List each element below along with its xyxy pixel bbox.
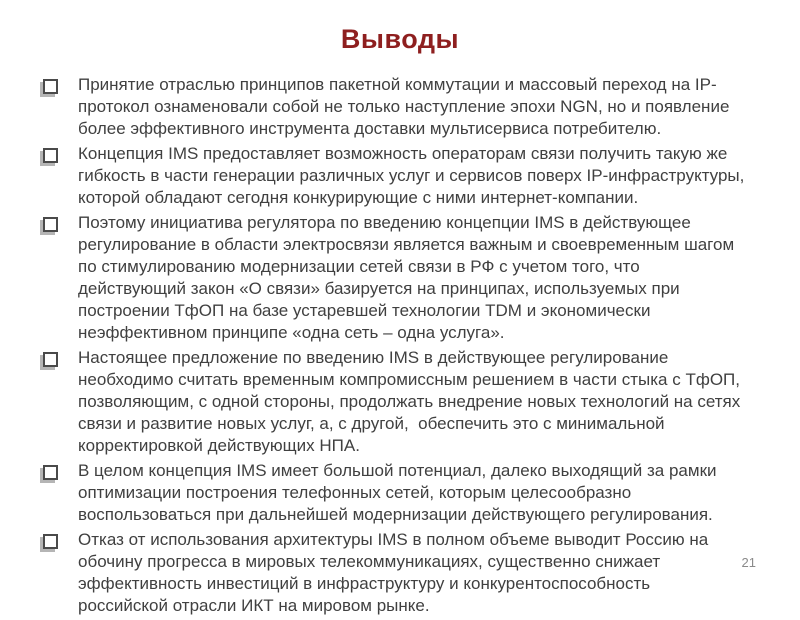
checkbox-bullet-icon	[43, 352, 58, 367]
bullet-text-line: обочину прогресса в мировых телекоммуникациях, существенно снижает	[78, 552, 661, 571]
bullet-glyph-column	[40, 143, 78, 163]
bullet-text-line: более эффективного инструмента доставки мультисервиса потребителю.	[78, 119, 662, 138]
bullet-text-line: по стимулированию модернизации сетей связи в РФ с учетом того, что	[78, 257, 640, 276]
bullet-text-line: воспользоваться при дальнейшей модернизации действующего регулирования.	[78, 505, 713, 524]
checkbox-bullet-icon	[43, 217, 58, 232]
bullet-item	[40, 212, 776, 344]
bullet-text-line: оптимизации построения телефонных сетей, которым целесообразно	[78, 483, 632, 502]
bullet-text	[78, 529, 776, 617]
bullet-text-line: неэффективном принципе «одна сеть – одна услуга».	[78, 323, 505, 342]
bullet-glyph-column	[40, 529, 78, 549]
bullet-list	[40, 74, 776, 620]
bullet-text-line: регулирование в области электросвязи является важным и своевременным шагом	[78, 235, 735, 254]
bullet-text-line: действующий закон «О связи» базируется на принципах, используемых при	[78, 279, 680, 298]
page-number: 21	[741, 555, 756, 570]
bullet-text-line: Поэтому инициатива регулятора по введению концепции IMS в действующее	[78, 213, 691, 232]
bullet-item	[40, 347, 776, 457]
checkbox-bullet-icon	[43, 534, 58, 549]
bullet-text-line: гибкость в части генерации различных услуг и сервисов поверх IP-инфраструктуры,	[78, 166, 745, 185]
bullet-text	[78, 347, 776, 457]
bullet-text-line: необходимо считать временным компромиссным решением в части стыка с ТфОП,	[78, 370, 740, 389]
bullet-text-line: протокол ознаменовали собой не только наступление эпохи NGN, но и появление	[78, 97, 730, 116]
bullet-glyph-column	[40, 460, 78, 480]
bullet-text-line: которой обладают сегодня конкурирующие с ними интернет-компании.	[78, 188, 639, 207]
bullet-text-line: связи и развитие новых услуг, а, с другой, обеспечить это с минимальной	[78, 414, 665, 433]
bullet-text-line-clipped: российской отрасли ИКТ на мировом рынке.	[78, 596, 430, 615]
bullet-item	[40, 74, 776, 140]
bullet-text-line: Концепция IMS предоставляет возможность операторам связи получить такую же	[78, 144, 728, 163]
bullet-item	[40, 143, 776, 209]
checkbox-bullet-icon	[43, 465, 58, 480]
bullet-text-line: Отказ от использования архитектуры IMS в полном объеме выводит Россию на	[78, 530, 709, 549]
slide-title: Выводы	[340, 24, 460, 54]
checkbox-bullet-icon	[43, 148, 58, 163]
bullet-text-line: эффективность инвестиций в инфраструктуру и конкурентоспособность	[78, 574, 651, 593]
bullet-item	[40, 460, 776, 526]
bullet-text	[78, 212, 776, 344]
bullet-text-line: В целом концепция IMS имеет большой потенциал, далеко выходящий за рамки	[78, 461, 717, 480]
bullet-glyph-column	[40, 74, 78, 94]
bullet-text-line: позволяющим, с одной стороны, продолжать внедрение новых технологий на сетях	[78, 392, 741, 411]
bullet-glyph-column	[40, 212, 78, 232]
bullet-text	[78, 143, 776, 209]
bullet-item	[40, 529, 776, 617]
bullet-text-line: Настоящее предложение по введению IMS в действующее регулирование	[78, 348, 669, 367]
bullet-text-line: корректировкой действующих НПА.	[78, 436, 360, 455]
bullet-glyph-column	[40, 347, 78, 367]
bullet-text	[78, 74, 776, 140]
bullet-text	[78, 460, 776, 526]
bullet-text-line: Принятие отраслью принципов пакетной коммутации и массовый переход на IP-	[78, 75, 717, 94]
bullet-text-line: построении ТфОП на базе устаревшей технологии TDM и экономически	[78, 301, 651, 320]
checkbox-bullet-icon	[43, 79, 58, 94]
